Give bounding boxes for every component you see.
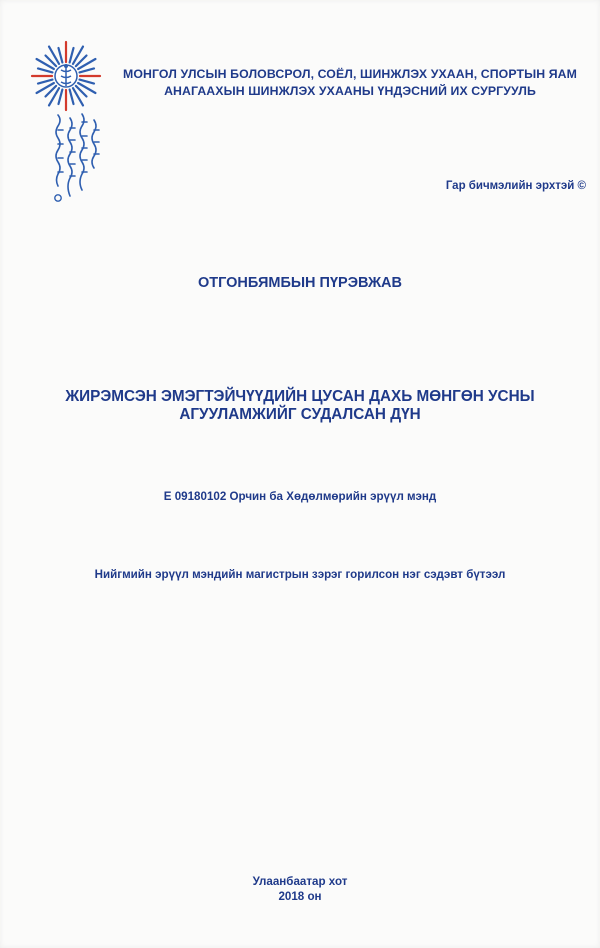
ministry-line-1: МОНГОЛ УЛСЫН БОЛОВСРОЛ, СОЁЛ, ШИНЖЛЭХ УХААН, СПОРТЫН ЯАМ — [123, 67, 577, 81]
emblem-ray — [58, 48, 62, 62]
emblem-ray — [38, 68, 52, 72]
year: 2018 он — [278, 890, 322, 903]
copyright-notice: Гар бичмэлийн эрхтэй © — [445, 180, 586, 192]
degree-statement: Нийгмийн эрүүл мэндийн магистрын зэрэг горилсон нэг сэдэвт бүтээл — [94, 568, 506, 581]
mongolian-script-seal — [48, 110, 104, 210]
emblem-ray — [80, 80, 94, 84]
place-and-year — [0, 874, 600, 904]
ministry-line-2: АНАГААХЫН ШИНЖЛЭХ УХААНЫ ҮНДЭСНИЙ ИХ СУРГУУЛЬ — [164, 84, 536, 98]
emblem-ray — [80, 68, 94, 72]
university-emblem-icon — [30, 40, 102, 112]
thesis-title — [40, 388, 560, 424]
thesis-title-line-1: ЖИРЭМСЭН ЭМЭГТЭЙЧҮҮДИЙН ЦУСАН ДАХЬ МӨНГӨН УСНЫ — [65, 388, 535, 405]
author-name: ОТГОНБЯМБЫН ПҮРЭВЖАВ — [197, 275, 403, 291]
ministry-heading — [110, 66, 590, 100]
emblem-ray — [38, 80, 52, 84]
city: Улаанбаатар хот — [252, 875, 348, 888]
specialty-code: Е 09180102 Орчин ба Хөдөлмөрийн эрүүл мэнд — [163, 490, 437, 503]
emblem-ray — [58, 90, 62, 104]
emblem-ray — [70, 90, 74, 104]
thesis-title-line-2: АГУУЛАМЖИЙГ СУДАЛСАН ДҮН — [179, 406, 421, 423]
emblem-ray — [70, 48, 74, 62]
